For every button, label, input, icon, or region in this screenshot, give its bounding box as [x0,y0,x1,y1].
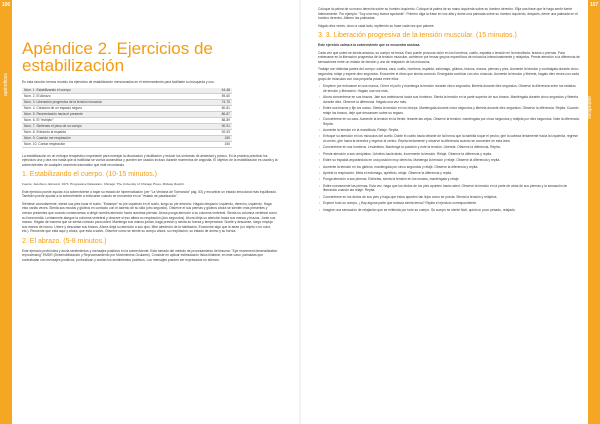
page-title: Apéndice 2. Ejercicios de estabilización [22,39,213,75]
list-item: • Imagine una sensación de relajación que se extienda por todo su cuerpo. Su cuerpo se siente fácil, quizá un poco pesado, relajado. [323,208,580,213]
section-1-reference: Fuente: Jacobson, Edmund. 1974. Progressive Relaxation. Chicago: The University of Chicago Press, Midway Reprint. [22,181,185,186]
section-3-lead: Este ejercicio calma a la sobreviviente que se encuentra ansiosa. [318,42,421,47]
index-label: Núm. 3. Liberación progresiva de la tensión muscular [22,99,198,105]
section-3-heading: 3. 3. Liberación progresiva de la tensión muscular. (15 minutos.) [318,32,517,40]
index-row [22,141,232,147]
index-page: 86-87 [198,111,232,117]
section-3-paragraph-2: Trabaje con distintas partes del cuerpo: cabeza, cara, cuello, hombros, espalda, estómago, glúteos, brazos, manos, piernas y pies. Aumente la tensión y contráigala durante cinco segundos; relaje y espere diez segundos. Encuentre el ritmo que sienta correcto. Enseguida continúe con otro músculo. Aumente la tensión y libérela, hágalo diez veces con cada grupo de músculos con una pequeña pausa entre ellos. [318,67,579,81]
index-page: 80-81 [198,105,232,111]
list-item: • Aumente la tensión en la mandíbula. Relaje. Repita. [323,128,580,133]
list-item: • Apriete la respiración. Meta el estómago, apriételo, relaje. Observe la diferencia y repita. [323,171,580,176]
section-1-paragraph-2: Siéntese cómodamente, sienta sus pies tocar el suelo. "Estampe" su pie izquierdo en el suelo, luego su pie derecho. Hágalo despacio: izquierdo, derecho, izquierdo. Haga esto varias veces. Sienta sus muslos y glúteos en contacto con el asiento de su silla (otro segundo). Observe el sus piernas y glúteos ahora se sienten más presentes y menos presentes que cuando comenzamos a dirigir nuestra atención hacia nuestras piernas. Ahora ponga atención a su columna vertebral. Sienta su columna vertebral como su línea media. Lentamente alargue la columna vertebral y observe si eso altera su respiración (dos segundos). Ahora dirija su atención hacia sus manos y brazos. Junte sus manos. Hágalo de manera que se sienta cómodo para usted. Mantenga sus manos juntas, haga presión y sienta su fuerza y temperatura. Suelte y descanse, luego empuje sus manos de nuevo. Libere y descanse sus brazos. Ahora dirija su atención a sus ojos. Mire alrededor de la habitación. Encuentre algo que le atrae (un objeto o un color, etc.). Recuerde que está aquí y ahora, que está a salvo. Observe cómo se siente su cuerpo ahora, su respiración, su estado de ánimo y su fuerza. [22,201,277,234]
section-2-heading: 2. El abrazo. (5-8 minutos.) [22,237,107,245]
left-page-number: 106 [1,2,11,8]
hug-repeat: Hágalo diez veces, cinco a cada lado, repitiendo su frase cada vez que palmee. [318,23,435,28]
index-page: 44-48 [198,88,232,94]
tension-steps-list [318,84,580,212]
exercise-index-table [22,88,232,148]
list-item: • Estire nuevamente las piernas. Esta vez, haga que los dedos de los pies apunten hacia usted. Observe la tensión en la parte de atrás de sus piernas y la sensación de liberación cuando las relaje. Repita. [323,184,580,193]
right-page-number: 107 [589,2,599,8]
index-label: Núm. 10. Contar respiración [22,141,198,147]
index-label: Núm. 9. Cuando me respiración [22,135,198,141]
index-page: 59-60 [198,93,232,99]
list-item: • Ahora concentrese en sus brazos. Jale sus antebrazos hacia sus hombros. Sienta la tensión en la parte superior de sus brazos. Manténgala durante cinco segundos y libérela durante diez. Observe la diferencia. Hágalo una vez más. [323,95,580,104]
intro-paragraph: En esta sección hemos reunido los ejercicios de estabilización mencionados en el entrenamiento para facilitarle su búsqueda y uso. [22,80,215,84]
left-margin-bar [0,0,12,424]
index-label: Núm. 5. Reorientación hacia el presente [22,111,198,117]
hug-instructions: Coloque la palma de su mano derecha sobre su hombro izquierdo. Coloque la palma de su mano izquierda sobre su hombro derecho. Elija una frase que le haga sentir fuerte internamente. Por ejemplo: "Soy una muy buena ayudante". Primero diga la frase en voz alta y deme una palmada sobre su hombro izquierdo, después, deme una palmada en el hombro derecho. Alterne las palmadas. [318,7,578,21]
right-page-content [318,7,580,214]
index-page: 92-93 [198,129,232,135]
list-item: • Preste atención a sus omóplatos. Llévelos hacia atrás. Incremente la tensión. Relaje. Observe la diferencia y repita. [323,152,580,157]
index-label: Núm. 2. El Abrazo [22,93,198,99]
right-running-head: apéndices [586,96,592,119]
index-label: Núm. 8. Entrando la espalda [22,129,198,135]
index-page: 88-89 [198,117,232,123]
list-item: • Ponga atención a sus piernas. Estírelas, sienta la tensión en los muslos, manténgala y relaje. [323,177,580,182]
left-page-content [22,40,278,265]
index-label: Núm. 1. Estabilizando el cuerpo [22,88,198,94]
left-running-head: apéndices [3,73,9,96]
section-1-heading: 1. Estabilizando el cuerpo. (10-15 minutos.) [22,171,158,179]
list-item: • Enfoque su atención en los músculos del cuello. Doble el cuello hacia delante de tal forma que la barbilla toque el pecho; gire la cabeza lentamente hacia la izquierda, regrese al centro, gire hacia la derecha y regrese al centro. Repita lentamente y observe la diferencia cuando se concentre en esta área. [323,134,580,143]
section-2-paragraph-1: Este ejercicio profundiza y ancla sentimientos y mensajes positivos en la sobreviviente. Está tomado del método de procesamiento del trauma: "Eye movement desensitization reprocessing" EMDR (Desensibilización y Reprocesamiento por Movimientos Oculares). Consiste en aplicar estimulación física bilateral, en este caso: palmadas que contrabalan con mensajes positivos, profundizan y anclan los sentimientos positivos. Los mensajes pueden ser expresados en silencio. [22,248,278,262]
stabilization-paragraph: La estabilización es un enfoque terapéutico importante para manejar la disociación y facilitación y reducir los síntomas de ansiedad y pánico. En la práctica practicar los ejercicios una y otra vez hasta que la habilidad se vuelva automática y pueden ser usados incluso durante momentos de angustia. El objetivo de la estabilización es usarla y la sobrevivientes de cualquier momento traumático que esté recordando. [22,153,278,167]
index-page: 150 [198,135,232,141]
index-label: Núm. 6. El "estripto" [22,117,198,123]
list-item: • Estire su espalda arqueándola en una posición muy derecha. Mantenga la tensión y relaje. Observe la diferencia y repita. [323,158,580,163]
list-item: • Concentrese en sus hombros. Levántelos. Mantenga la posición y note la tensión. Libérela. Observe la diferencia. Repita. [323,145,580,150]
index-label: Núm. 7. Sintiendo el peso de su cuerpo [22,123,198,129]
right-margin-bar [588,0,600,424]
index-label: Núm. 4. Creación de un espacio seguro [22,105,198,111]
index-page: 74-75 [198,99,232,105]
list-item: • Concentrese en su cara. Aumente la tensión en la frente, levante las cejas. Observe la tensión, manténgala por cinco segundos y relájela por diez segundos. Note la diferencia. Repita. [323,117,580,126]
list-item: • Explore todo su cuerpo, ¿Hay alguna parte que todavía sienta tensa? Repita el ejercicio correspondiente. [323,201,580,206]
list-item: • Concentrese en los dedos de sus pies y haga que éstos apunten tan lejos como se pueda. Sienta la tensión y relájelos. [323,195,580,200]
section-3-paragraph-1: Cada vez que usted se sienta ansiosa, su cuerpo se tensa. Esto puede provocar dolor en los hombros, cuello, espalda o tensión en la mandíbula, brazos o piernas. Para entrenarse en la liberación progresiva de la tensión muscular, comience por tensar grupos específicos de músculos intencionalmente y relajarlos. Preste atención a la diferencia de sensaciones entre un estado de tensión y uno de relajación de los músculos. [318,50,580,64]
index-page: 150 [198,141,232,147]
index-page: 90-91 [198,123,232,129]
page-gutter [299,0,301,424]
list-item: • Aumente la tensión en los glúteos, manténgala por cinco segundos y relaje. Observe la diferencia y repita. [323,165,580,170]
list-item: • Estire sus brazos y fije los codos. Sienta la tensión en los bíceps. Manténgala durante cinco segundos y libérela durante diez segundos. Observe la diferencia. Repita. Cuando relaje los brazos, deje que descansen sobre su regazo. [323,106,580,115]
section-1-paragraph-1: Este ejercicio puede ayudar a la sobreviviente a bajar su estado de hiperexcitación (ver "La Ventana de Tolerancia" pág. 53) y encontrar un estado emocional más equilibrado. También puede ayudar a la sobreviviente a enfocarse cuando se encuentra en un "estado de paralización". [22,189,277,199]
list-item: • Empiece por enfocarse en sus manos. Cierre el puño y mantenga la tensión durante cinco segundos; libérela durante diez segundos. Observe la diferencia entre los estados de tensión y liberación. Hágalo una vez más. [323,84,580,93]
